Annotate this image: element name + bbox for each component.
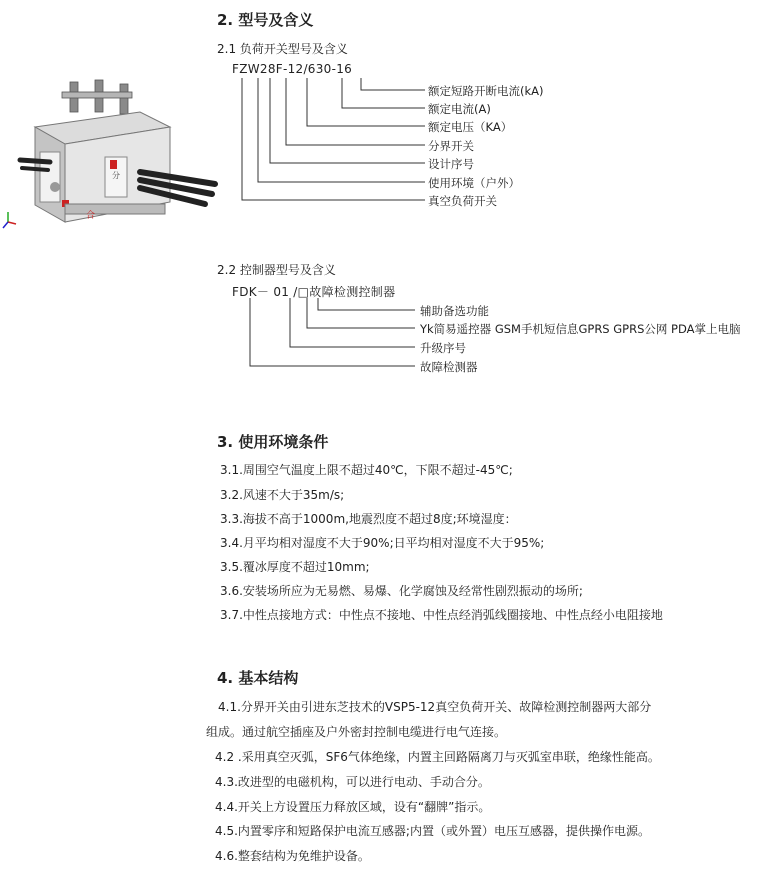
label-auxiliary-function: 辅助备选功能	[420, 304, 489, 318]
section-3-item: 3.2.风速不大于35m/s;	[220, 488, 345, 502]
controller-model-code: FDK－ 01 /□故障检测控制器	[232, 285, 396, 299]
label-rated-current: 额定电流(A)	[428, 102, 491, 116]
section-3-item: 3.3.海拔不高于1000m,地震烈度不超过8度;环境湿度：	[220, 512, 517, 526]
section-4-item: 4.1.分界开关由引进东芝技术的VSP5-12真空负荷开关、故障检测控制器两大部分	[218, 700, 652, 714]
section-3-item: 3.6.安装场所应为无易燃、易爆、化学腐蚀及经常性剧烈振动的场所;	[220, 584, 583, 598]
section-3-item: 3.1.周围空气温度上限不超过40℃，下限不超过-45℃;	[220, 463, 513, 477]
section-3-item: 3.4.月平均相对湿度不大于90%;日平均相对湿度不大于95%;	[220, 536, 545, 550]
panel-open-label: 分	[112, 171, 120, 180]
label-design-serial: 设计序号	[428, 157, 474, 171]
section-2-1-title: 2.1 负荷开关型号及含义	[217, 42, 348, 56]
label-vacuum-load-switch: 真空负荷开关	[428, 194, 497, 208]
label-rated-breaking-current: 额定短路开断电流(kA)	[428, 84, 544, 98]
section-4-item: 4.6.整套结构为免维护设备。	[215, 849, 370, 863]
switch-model-code: FZW28F-12/630-16	[232, 62, 353, 76]
label-remote-options: Yk简易遥控器 GSM手机短信息GPRS GPRS公网 PDA掌上电脑	[420, 322, 741, 336]
label-environment: 使用环境（户外）	[428, 176, 520, 190]
section-4-title: 4. 基本结构	[217, 669, 299, 687]
section-4-item: 4.3.改进型的电磁机构，可以进行电动、手动合分。	[215, 775, 490, 789]
section-2-title: 2. 型号及含义	[217, 11, 314, 29]
section-3-item: 3.5.覆冰厚度不超过10mm;	[220, 560, 370, 574]
section-4-item: 组成。通过航空插座及户外密封控制电缆进行电气连接。	[206, 725, 507, 739]
section-3-title: 3. 使用环境条件	[217, 433, 329, 451]
panel-close-label: 合	[86, 211, 96, 221]
section-4-item: 4.5.内置零序和短路保护电流互感器;内置（或外置）电压互感器，提供操作电源。	[215, 824, 650, 838]
label-boundary-switch: 分界开关	[428, 139, 474, 153]
label-rated-voltage: 额定电压（KA）	[428, 120, 513, 134]
section-2-2-title: 2.2 控制器型号及含义	[217, 263, 336, 277]
label-upgrade-serial: 升级序号	[420, 341, 466, 355]
label-fault-detector: 故障检测器	[420, 360, 478, 374]
section-3-item: 3.7.中性点接地方式：中性点不接地、中性点经消弧线圈接地、中性点经小电阻接地	[220, 608, 663, 622]
section-4-item: 4.2 .采用真空灭弧，SF6气体绝缘，内置主回路隔离刀与灭弧室串联，绝缘性能高。	[215, 750, 660, 764]
section-4-item: 4.4.开关上方设置压力释放区域，设有“翻牌”指示。	[215, 800, 491, 814]
